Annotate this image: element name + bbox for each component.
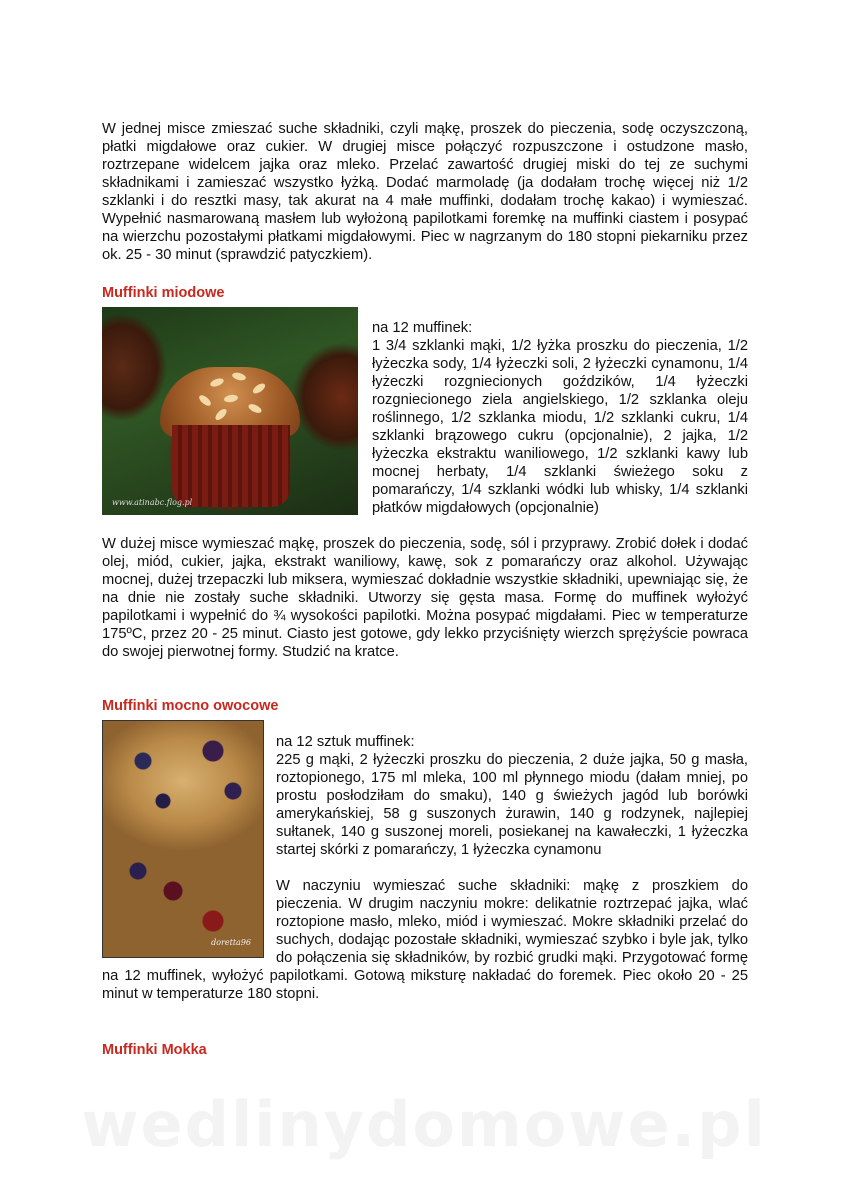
photo-watermark: www.atinabc.flog.pl	[112, 498, 193, 507]
ingredients-miodowe: 1 3/4 szklanki mąki, 1/2 łyżka proszku do pieczenia, 1/2 łyżeczka sody, 1/4 łyżeczki soli, 2 łyżeczki cynamonu, 1/4 łyżeczki rozgniecionych goździków, 1/4 łyżeczki rozgniecionego ziela angielskiego, 1/2 szklanka oleju roślinnego, 1/2 szklanka miodu, 1/2 szklanki cukru, 1/4 szklanki brązowego cukru (opcjonalnie), 2 jajka, 1/2 łyżeczka ekstraktu waniliowego, 1/2 szklanki kawy lub mocnej herbaty, 1/4 szklanki świeżego soku z pomarańczy, 1/4 szklanki wódki lub whisky, 1/4 szklanki płatków migdałowych (opcjonalnie)	[372, 338, 748, 516]
section-title-muffinki-mokka: Muffinki Mokka	[102, 1042, 207, 1058]
method-miodowe: W dużej misce wymieszać mąkę, proszek do pieczenia, sodę, sól i przyprawy. Zrobić dołek i dodać olej, miód, cukier, jajka, ekstrakt waniliowy, kawę, sok z pomarańczy oraz alkohol. Używając mocnej, dużej trzepaczki lub miksera, wymieszać dokładnie wszystkie składniki, upewniając się, że na dnie nie zostały suche składniki. Utworzy się gęsta masa. Formę do muffinek wyłożyć papilotkami i wypełnić do ¾ wysokości papilotki. Można posypać migdałami. Piec w temperaturze 175ºC, przez 20 - 25 minut. Ciasto jest gotowe, gdy lekko przyciśnięty wierzch sprężyście powraca do swojej pierwotnej formy. Studzić na kratce.	[102, 536, 748, 660]
photo-watermark: doretta96	[211, 938, 251, 947]
section-miodowe-block	[102, 307, 748, 661]
ingredients-owocowe: 225 g mąki, 2 łyżeczki proszku do pieczenia, 2 duże jajka, 50 g masła, roztopionego, 175 ml mleka, 100 ml płynnego miodu (dałam mniej, po prostu posłodziłam do smaku), 140 g świeżych jagód lub borówki amerykańskiej, 58 g suszonych żurawin, 140 g rodzynek, najlepiej sułtanek, 140 g suszonej moreli, posiekanej na kawałeczki, 1 łyżeczka startej skórki z pomarańczy, 1 łyżeczka cynamonu	[276, 752, 748, 858]
intro-block	[102, 120, 748, 264]
honey-muffin-photo	[102, 307, 358, 515]
method-owocowe: W naczyniu wymieszać suche składniki: mąkę z proszkiem do pieczenia. W drugim naczyniu mokre: delikatnie roztrzepać jajka, wlać roztopione masło, mleko, miód i wymieszać. Mokre składniki przelać do suchych, dodając pozostałe składniki, wymieszać szybko i byle jak, tylko do połączenia się składników, by rozbić grudki mąki. Przygotować formę na 12 muffinek, wyłożyć papilotkami. Gotową miksturę nakładać do foremek. Piec około 20 - 25 minut w temperaturze 180 stopni.	[102, 878, 748, 1002]
muffin-cup	[172, 425, 290, 507]
servings-owocowe: na 12 sztuk muffinek:	[276, 734, 415, 750]
section-title-muffinki-mocno-owocowe: Muffinki mocno owocowe	[102, 698, 279, 714]
servings-miodowe: na 12 muffinek:	[372, 320, 473, 336]
section-title-muffinki-miodowe: Muffinki miodowe	[102, 285, 225, 301]
fruit-muffin-photo	[102, 720, 264, 958]
site-watermark: wedlinydomowe.pl	[81, 1088, 767, 1161]
section-owocowe-block	[102, 720, 748, 1003]
intro-paragraph: W jednej misce zmieszać suche składniki, czyli mąkę, proszek do pieczenia, sodę oczyszczoną, płatki migdałowe oraz cukier. W drugiej misce połączyć rozpuszczone i ostudzone masło, roztrzepane widelcem jajka oraz mleko. Przelać zawartość drugiej miski do tej ze suchymi składnikami i zamieszać wszystko łyżką. Dodać marmoladę (ja dodałam trochę więcej niż 1/2 szklanki i do resztki masy, tak akurat na 4 małe muffinki, dodałam trochę kakao) i wymieszać. Wypełnić nasmarowaną masłem lub wyłożoną papilotkami foremkę na muffinki ciastem i posypać na wierzchu pozostałymi płatkami migdałowymi. Piec w nagrzanym do 180 stopni piekarniku przez ok. 25 - 30 minut (sprawdzić patyczkiem).	[102, 121, 748, 263]
